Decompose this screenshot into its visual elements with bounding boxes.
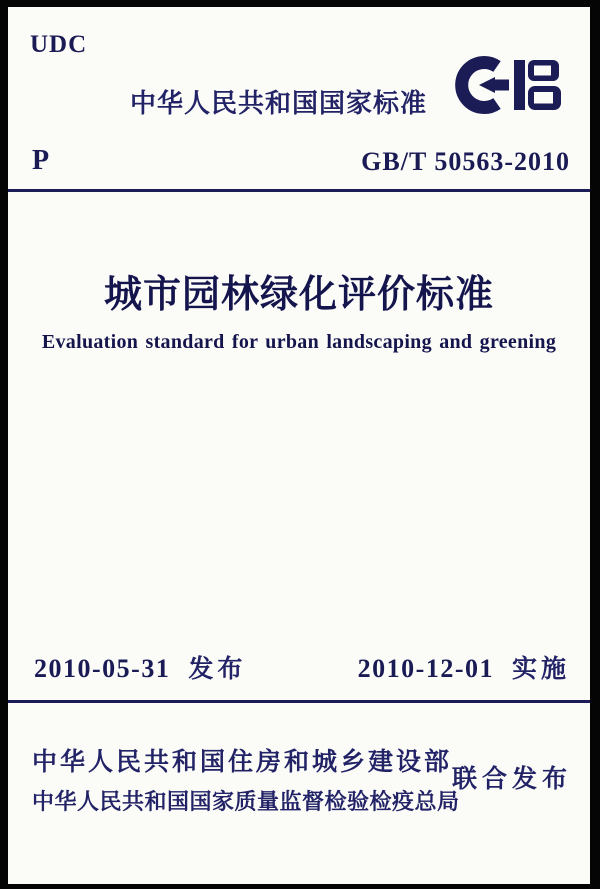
standard-cover-page xyxy=(8,7,590,884)
standard-number: GB/T 50563-2010 xyxy=(361,147,570,176)
standard-title-chinese: 城市园林绿化评价标准 xyxy=(103,274,494,316)
dates-row xyxy=(34,649,570,685)
publisher-ministry: 中华人民共和国住房和城乡建设部 xyxy=(32,748,453,776)
issue-date-group xyxy=(34,649,246,685)
implement-label: 实施 xyxy=(511,655,570,683)
joint-release-label: 联合发布 xyxy=(451,765,572,793)
issue-date: 2010-05-31 xyxy=(34,654,171,683)
udc-label: UDC xyxy=(30,31,88,58)
bottom-divider-rule xyxy=(8,700,590,703)
publishers-block xyxy=(32,742,462,816)
national-standard-caption: 中华人民共和国国家标准 xyxy=(130,88,428,118)
implement-date: 2010-12-01 xyxy=(357,654,494,683)
top-divider-rule xyxy=(8,189,590,192)
issue-label: 发布 xyxy=(188,655,247,683)
classification-code: P xyxy=(32,145,50,176)
standard-title-english: Evaluation standard for urban landscaping and greening xyxy=(41,331,557,353)
publisher-aqsiq: 中华人民共和国国家质量监督检验检疫总局 xyxy=(32,789,460,814)
gb-standard-logo-icon xyxy=(454,53,564,117)
implement-date-group xyxy=(358,649,570,685)
